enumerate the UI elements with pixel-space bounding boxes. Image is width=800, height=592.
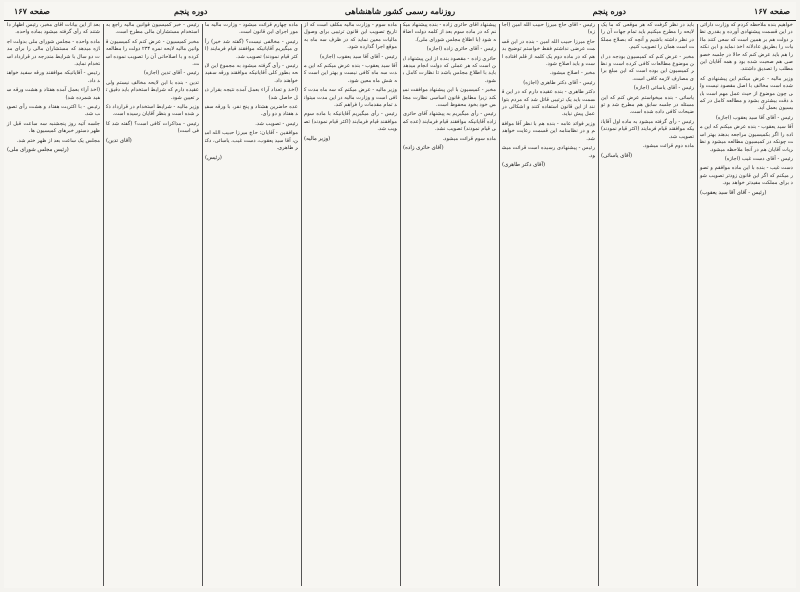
page-header [4,2,796,21]
paragraph: یاسائی - بنده میخواستم عرض کنم که این مسئله در جلسه سابق هم مطرح شد و توضیحات کافی داده شده است. [601,94,694,116]
paragraph: ماده سوم - وزارت مالیه مکلف است که از تاریخ تصویب این قانون ترتیبی برای وصول مالیات معین نماید که در ظرف سه ماه به موقع اجرا گذارده شود. [304,22,397,51]
page-number: صفحه ۱۶۷ [754,6,790,16]
issue-label-left: دوره پنجم [174,6,208,16]
paragraph: رئیس - آقای دست غیب (اجازه) [724,155,793,162]
signature-line: (آقای دکتر طاهری) [502,161,546,168]
paragraph: عده حاضرین هشتاد و پنج نفر، با ورقه سفید هفتاد و دو رأی. [205,104,298,118]
paragraph: جلسه آتیه روز پنجشنبه سه ساعت قبل از ظهر دستور خبرهای کمیسیون ها. [7,120,100,135]
signature-line: (آقای تدین) [106,137,132,144]
paragraph: بعد از این بیانات آقای مخبر، رئیس اظهار داشتند که رأی گرفته میشود بماده واحده. [7,22,100,36]
paragraph: رئیس - آقای حائری زاده (اجازه) [426,46,496,53]
paragraph: دکتر طاهری - بنده عقیده دارم که در این قسمت باید یک ترتیبی قائل شد که مردم بتوانند از این قانون استفاده کنند و اشکالی در عمل پیش نیاید. [502,89,595,118]
signature-line: (رئیس مجلس شورای ملی) [7,147,69,154]
paragraph: آقا سید یعقوب - بنده عرض میکنم که این مدت سه ماه کافی نیست و بهتر این است که شش ماه معین شود. [304,63,397,84]
paragraph: رئیس - آقای آقا سید یعقوب (اجازه) [319,53,397,60]
paragraph: وزیر مالیه - شرایط استخدام در قرارداد ذکر شده است و بنظر آقایان رسیده است. [106,104,199,118]
paragraph: مجلس یک ساعت بعد از ظهر ختم شد. [16,137,100,144]
paragraph: حائری زاده - مقصود بنده از این پیشنهاد این است که هر عملی که دولت انجام میدهد باید با اطلاع مجلس باشد تا نظارت کامل بشود. [403,55,496,84]
paragraph: (اخذ و تعداد آراء بعمل آمده نتیجه بقرار ذیل حاصل شد) [205,87,298,101]
issue-label: دوره پنجم [592,6,626,16]
column-4 [400,22,499,588]
paragraph: رئیس - پیشنهادی رسیده است قرائت میشود. [502,145,595,159]
signature-line: (رئیس) [205,154,222,161]
paragraph: رئیس - آقای تدین (اجازه) [143,70,199,77]
paragraph: باید در نظر گرفت که هر موقعی که ما یک لایحه را مطرح میکنیم باید تمام جهات آن را در نظر داشته باشیم و آنچه که بصلاح مملکت است همان را تصویب کنیم. [601,22,694,51]
paragraph: خواهیم بنده ملاحظه کردم که وزارت دارائی در این قسمت پیشنهادی آورده و بقدری نظر دولت هم بر همین است که سعی کنند مالیات را بطریق عادلانه اخذ نماید و این نکته را هم باید عرض کنم که حالا در جلسه خصوصی هم صحبت شده بود و همه آقایان این مطلب را تصدیق داشتند. [700,22,793,73]
paragraph: رئیس - با اکثریت هفتاد و هشت رأی تصویب شد. [7,104,100,118]
column-7 [103,22,202,588]
paragraph: رئیس - تصویب شد. [255,120,298,127]
paragraph: ماده واحده - مجلس شورای ملی بدولت اجازه میدهد که مستشاران مالی را برای مدت دو سال با شرایط مندرجه در قرارداد استخدام نماید. [7,38,100,68]
paragraph: مخبر - عرض کنم که کمیسیون بودجه در این موضوع مطالعات کافی کرده است و نظر کمیسیون این بوده است که این مبلغ برای مصارف لازمه کافی است. [601,53,694,82]
paragraph: مخبر - کمیسیون با این پیشنهاد موافقت نمیکند زیرا مطابق قانون اساسی نظارت مجلس خود بخود محفوظ است. [403,87,496,109]
paragraph: حاج میرزا حبیب الله امین - بنده در این قسمت عرضی نداشتم فقط خواستم توضیح بدهم که در ماده دوم یک کلمه از قلم افتاده است و باید اصلاح شود. [502,38,595,68]
paragraph: پیشنهاد آقای حائری زاده - بنده پیشنهاد میکنم که در ماده سوم بعد از کلمه دولت اضافه شود (با اطلاع مجلس شورای ملی). [403,22,496,43]
paragraph: رئیس - رأی گرفته میشود به مجموع این لایحه بطور کلی آقایانیکه موافقند ورقه سفید خواهند داد. [205,63,298,84]
paragraph: وزیر فوائد عامه - بنده هم با نظر آقا موافقم و در نظامنامه این قسمت رعایت خواهد شد. [502,120,595,142]
paragraph: وزیر مالیه - عرض میکنم که سه ماه مدت کافی است و وزارت مالیه در این مدت میتواند تمام مقدمات را فراهم کند. [304,87,397,109]
signature-line: (وزیر مالیه) [304,135,331,142]
paragraph: رئیس - آقای آقا سید یعقوب (اجازه) [715,114,793,121]
column-1 [697,22,796,588]
paragraph: رئیس - مخالفی نیست؟ (گفته شد خیر) رأی میگیریم آقایانیکه موافقند قیام فرمایند (اکثر قیام نمودند) تصویب شد. [205,38,298,60]
page-number-left: صفحه ۱۶۷ [14,6,50,16]
newspaper-page [4,2,796,588]
paragraph: رئیس - رأی میگیریم آقایانیکه با ماده سوم موافقند قیام فرمایند (اکثر قیام نمودند) تصویب شد. [304,111,397,133]
column-3 [499,22,598,588]
paragraph: رئیس - آقای حاج میرزا حبیب الله امین (اجازه) [502,22,595,36]
paragraph: موافقین - آقایان: حاج میرزا حبیب الله امین، آقا سید یعقوب، دست غیب، یاسائی، دکتر طاهری. [205,130,298,152]
paragraph: رئیس - آقای دکتر طاهری (اجازه) [523,79,595,86]
paragraph: رئیس - آقای یاسائی (اجازه) [633,85,694,92]
paragraph: آقا سید یعقوب - بنده عرض میکنم که این ماده را اگر بکمیسیون مراجعه بدهند بهتر است چونکه در کمیسیون مطالعه میشود و نظریات آقایان هم در آنجا ملاحظه میشود. [700,124,793,153]
paragraph: ماده دوم قرائت میشود. [642,143,694,150]
newspaper-title: روزنامه رسمی کشور شاهنشاهی [344,6,456,16]
text-columns [4,22,796,588]
signature-line: (آقای حائری زاده) [403,145,444,152]
paragraph: تدین - بنده با این لایحه مخالف نیستم ولی عقیده دارم که شرایط استخدام باید دقیق تر تعیین شود. [106,79,199,101]
column-5 [301,22,400,588]
paragraph: (اخذ آراء بعمل آمده هفتاد و هشت ورقه سفید شمرده شد) [7,87,100,101]
column-8 [4,22,103,588]
paragraph: مخبر - اصلاح میشود. [549,70,595,77]
signature-line: (آقای یاسائی) [601,152,633,159]
paragraph: دست غیب - بنده با این ماده موافقم و تصور میکنم که اگر این قانون زودتر تصویب شود برای مملکت مفیدتر خواهد بود. [700,165,793,187]
paragraph: ماده چهارم قرائت میشود - وزارت مالیه مأمور اجرای این قانون است. [205,22,298,36]
paragraph: رئیس - مذاکرات کافی است؟ (گفته شد کافی است) [106,120,199,135]
column-2 [598,22,697,588]
paragraph: رئیس - خبر کمیسیون قوانین مالیه راجع به استخدام مستشاران مالی مطرح است. [106,22,199,36]
paragraph: رئیس - رأی میگیریم به پیشنهاد آقای حائری زاده آقایانیکه موافقند قیام فرمایند (عده کمی قیام نمودند) تصویب نشد. [403,111,496,133]
paragraph: وزیر مالیه - عرض میکنم این پیشنهادی که شده است مخالف با اصل مقصود نیست ولی چون موضوع از حیث عمل مهم است باید دقت بیشتری بشود و مطالعه کامل در کمیسیون بعمل آید. [700,75,793,112]
paragraph: مخبر کمیسیون - عرض کنم که کمیسیون قوانین مالیه لایحه نمره ۲۳۴ دولت را مطالعه کرده و با اصلاحاتی آن را تصویب نموده است. [106,38,199,68]
signature-line: (رئیس - آقای آقا سید یعقوب) [700,189,767,196]
paragraph: رئیس - رأی گرفته میشود به ماده اول آقایانیکه موافقند قیام فرمایند (اکثر قیام نمودند) تصویب شد. [601,118,694,140]
paragraph: ماده سوم قرائت میشود. [442,135,496,142]
column-6 [202,22,301,588]
paragraph: رئیس - آقایانیکه موافقند ورقه سفید خواهند داد. [7,70,100,84]
